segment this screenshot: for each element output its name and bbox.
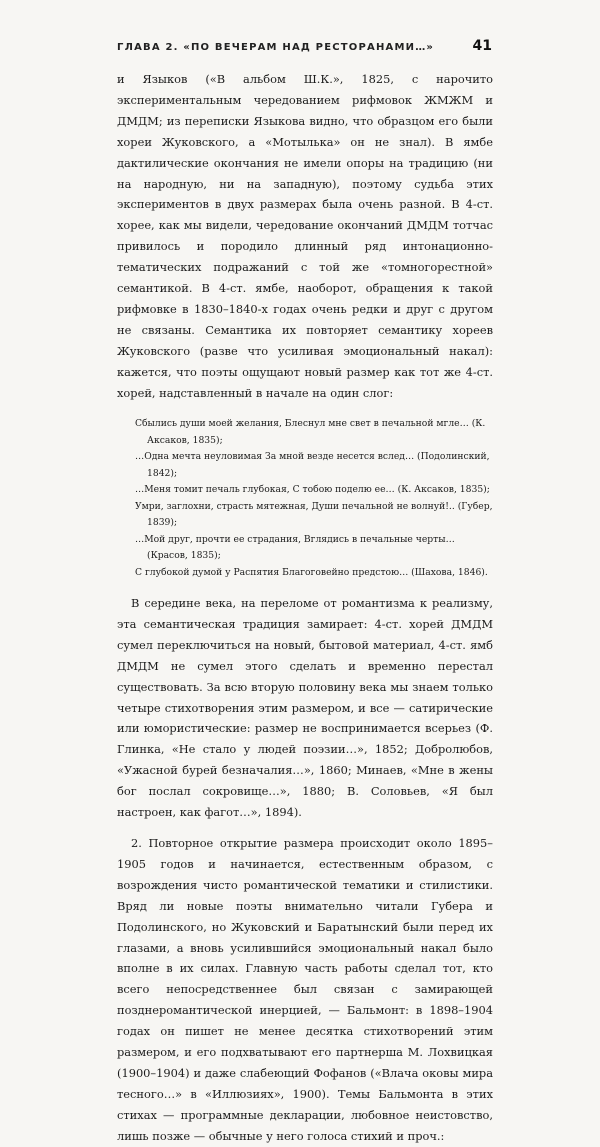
paragraph-2 xyxy=(117,593,493,823)
quote-line: Умри, заглохни, страсть мятежная, Души печальной не волнуй!.. (Губер, 1839); xyxy=(135,500,493,528)
paragraph-3 xyxy=(117,833,493,1147)
quote-line: …Меня томит печаль глубокая, С тобою поделю ее… (К. Аксаков, 1835); xyxy=(135,484,490,495)
quote-line: С глубокой думой у Распятия Благоговейно предстою… (Шахова, 1846). xyxy=(135,566,488,578)
quote-line: …Мой друг, прочти ее страдания, Вглядись в печальные черты… (Красов, 1835); xyxy=(135,533,455,561)
quote-line: …Одна мечта неуловимая За мной везде несется вслед… (Подолинский, 1842); xyxy=(135,451,490,479)
verse-quotes xyxy=(135,416,493,581)
quote-line: Сбылись души моей желания, Блеснул мне свет в печальной мгле… (К. Аксаков, 1835); xyxy=(135,418,486,446)
paragraph-1 xyxy=(117,69,493,404)
paragraph-text: В середине века, на переломе от романтизма к реализму, эта семантическая традиция замирает: 4-ст. хорей ДМДМ сумел переключиться на новый, бытовой материал, 4-ст. ямб ДМДМ не сумел этого сделать и временно перестал существовать. За всю вторую половину века мы знаем только четыре стихотворения этим размером, и все — сатирические или юмористические: размер не воспринимается всерьез (Ф. Глинка, «Не стало у людей поэзии…», 1852; Добролюбов, «Ужасной бурей безначалия…», 1860; Минаев, «Мне в жены бог послал сокровище…», 1880; В. Соловьев, «Я был настроен, как фагот…», 1894). xyxy=(117,596,493,820)
paragraph-text: и Языков («В альбом Ш.К.», 1825, с нарочито экспериментальным чередованием рифмовок ЖМЖМ и ДМДМ; из переписки Языкова видно, что образцом его были хореи Жуковского, а «Мотылька» он не знал). В ямбе дактилические окончания не имели опоры на традицию (ни на народную, ни на западную), поэтому судьба этих экспериментов в двух размерах была очень разной. В 4-ст. хорее, как мы видели, чередование окончаний ДМДМ тотчас привилось и породило длинный ряд интонационно-тематических подражаний с той же «томногорестной» семантикой. В 4-ст. ямбе, наоборот, обращения к такой рифмовке в 1830–1840-х годах очень редки и друг с другом не связаны. Семантика их повторяет семантику хореев Жуковского (разве что усиливая эмоциональный накал): кажется, что поэты ощущают новый размер как тот же 4-ст. хорей, надставленный в начале на один слог: xyxy=(117,72,493,400)
page-number: 41 xyxy=(472,38,492,54)
paragraph-text: 2. Повторное открытие размера происходит около 1895–1905 годов и начинается, естественным образом, с возрождения чисто романтической тематики и стилистики. Вряд ли новые поэты внимательно читали Губера и Подолинского, но Жуковский и Баратынский были перед их глазами, а вновь усилившийся эмоциональный накал было вполне в их силах. Главную часть работы сделал тот, кто всего непосредственнее был связан с замирающей позднеромантической инерцией, — Бальмонт: в 1898–1904 годах он пишет не менее десятка стихотворений этим размером, и его подхватывают его партнерша М. Лохвицкая (1900–1904) и даже слабеющий Фофанов («Влача оковы мира тесного…» в «Иллюзиях», 1900). Темы Бальмонта в этих стихах — программные декларации, любовное неистовство, лишь позже — обычные у него голоса стихий и проч.: xyxy=(117,836,493,1143)
running-title: ГЛАВА 2. «ПО ВЕЧЕРАМ НАД РЕСТОРАНАМИ…» xyxy=(117,42,435,53)
page-header xyxy=(117,38,492,54)
